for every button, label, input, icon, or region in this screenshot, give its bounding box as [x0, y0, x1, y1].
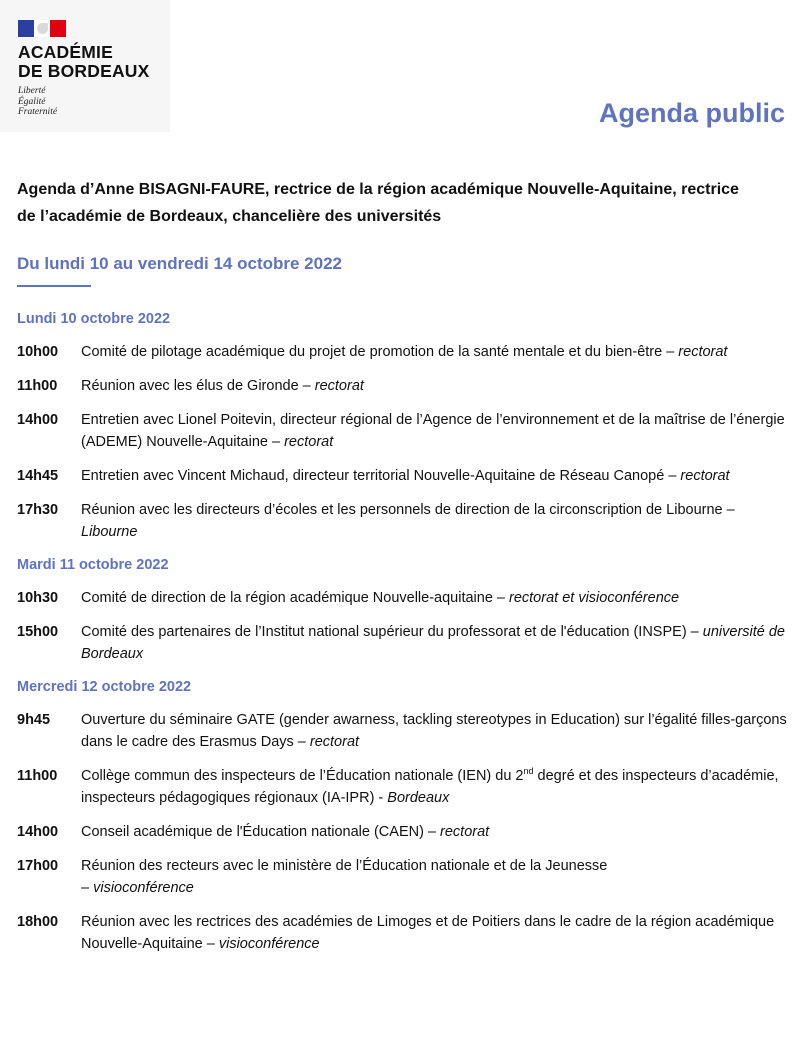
- event-time: 10h30: [17, 590, 59, 606]
- event-dash: –: [81, 880, 94, 896]
- event-time: 11h00: [17, 378, 58, 394]
- event-item: [17, 341, 787, 363]
- event-location: Libourne: [81, 524, 138, 540]
- event-time: 11h00: [17, 768, 58, 784]
- event-location: rectorat: [440, 824, 490, 840]
- event-location: Bordeaux: [387, 790, 450, 806]
- event-text: Réunion des recteurs avec le ministère de l’Éducation nationale et de la Jeunesse: [81, 858, 608, 874]
- week-heading: Du lundi 10 au vendredi 14 octobre 2022: [17, 254, 342, 273]
- event-location: rectorat: [314, 378, 364, 394]
- event-time: 14h00: [17, 412, 59, 428]
- event-text: Conseil académique de l'Éducation nationale (CAEN) –: [81, 824, 441, 840]
- academy-name: [18, 43, 150, 81]
- event-item: [17, 709, 787, 753]
- agenda-content: [17, 311, 787, 967]
- event-location: rectorat: [678, 344, 728, 360]
- day-heading-tuesday: Mardi 11 octobre 2022: [17, 557, 169, 573]
- event-description: [81, 375, 787, 397]
- event-item: [17, 911, 787, 955]
- event-item: [17, 499, 787, 543]
- event-item: [17, 821, 787, 843]
- republic-motto: [18, 86, 57, 118]
- event-text: Entretien avec Vincent Michaud, directeur territorial Nouvelle-Aquitaine de Réseau Canopé –: [81, 468, 681, 484]
- academy-name-line1: ACADÉMIE: [18, 42, 113, 62]
- event-time: 15h00: [17, 624, 59, 640]
- event-text: Comité des partenaires de l’Institut national supérieur du professorat et de l'éducation (INSPE) –: [81, 624, 703, 640]
- event-description: [81, 911, 787, 955]
- event-text: Réunion avec les rectrices des académies de Limoges et de Poitiers dans le cadre de la région académique Nouvelle-Aquitaine –: [81, 914, 775, 952]
- event-description: [81, 409, 787, 453]
- event-time: 14h00: [17, 824, 59, 840]
- event-text-continued: degré et des inspecteurs d’académie, inspecteurs pédagogiques régionaux (IA-IPR) -: [81, 768, 779, 806]
- event-text: Collège commun des inspecteurs de l’Éducation nationale (IEN) du 2: [81, 768, 524, 784]
- event-time: 10h00: [17, 344, 59, 360]
- republic-flag-icon: [18, 20, 66, 37]
- event-item: [17, 375, 787, 397]
- event-item: [17, 621, 787, 665]
- event-time: 17h30: [17, 502, 59, 518]
- event-location: rectorat: [309, 734, 360, 750]
- week-underline: [17, 285, 91, 287]
- event-item: [17, 765, 787, 809]
- event-location: rectorat: [284, 434, 334, 450]
- event-item: [17, 409, 787, 453]
- motto-fraternite: Fraternité: [18, 107, 58, 117]
- event-text: Comité de pilotage académique du projet de promotion de la santé mentale et du bien-être –: [81, 344, 679, 360]
- event-description: [81, 765, 787, 809]
- event-time: 17h00: [17, 858, 59, 874]
- event-text: Ouverture du séminaire GATE (gender awarness, tackling stereotypes in Education) sur l’égalité filles-garçons dans le cadre des Erasmus Days –: [81, 712, 787, 750]
- event-time: 18h00: [17, 914, 59, 930]
- event-description: [81, 855, 787, 899]
- event-text: Réunion avec les élus de Gironde –: [81, 378, 315, 394]
- event-description: [81, 709, 787, 753]
- event-item: [17, 587, 787, 609]
- event-text: Comité de direction de la région académique Nouvelle-aquitaine –: [81, 590, 510, 606]
- day-heading-monday: Lundi 10 octobre 2022: [17, 311, 171, 327]
- event-location: université de Bordeaux: [81, 624, 785, 662]
- event-text: Entretien avec Lionel Poitevin, directeur régional de l’Agence de l’environnement et de la maîtrise de l’énergie (ADEME) Nouvelle-Aquitaine –: [81, 412, 785, 450]
- event-description: [81, 465, 787, 487]
- event-description: [81, 621, 787, 665]
- page-title: Agenda public: [598, 98, 785, 128]
- event-location: rectorat: [680, 468, 730, 484]
- event-text: Réunion avec les directeurs d’écoles et les personnels de direction de la circonscription de Libourne –: [81, 502, 735, 518]
- event-time: 14h45: [17, 468, 59, 484]
- event-superscript: nd: [523, 766, 534, 777]
- event-description: [81, 499, 787, 543]
- event-time: 9h45: [17, 712, 51, 728]
- event-item: [17, 855, 787, 899]
- event-description: [81, 821, 787, 843]
- academy-name-line2: DE BORDEAUX: [18, 61, 150, 81]
- event-description: [81, 341, 787, 363]
- day-heading-wednesday: Mercredi 12 octobre 2022: [17, 679, 192, 695]
- event-location: rectorat et visioconférence: [509, 590, 680, 606]
- motto-liberte: Liberté: [18, 86, 46, 96]
- logo-block: [0, 0, 170, 132]
- motto-egalite: Égalité: [18, 96, 46, 107]
- event-location: visioconférence: [218, 936, 320, 952]
- agenda-intro: Agenda d’Anne BISAGNI-FAURE, rectrice de la région académique Nouvelle-Aquitaine, rectrice de l’académie de Bordeaux, chancelière des universités: [17, 181, 739, 225]
- event-location: visioconférence: [93, 880, 194, 896]
- event-description: [81, 587, 787, 609]
- event-item: [17, 465, 787, 487]
